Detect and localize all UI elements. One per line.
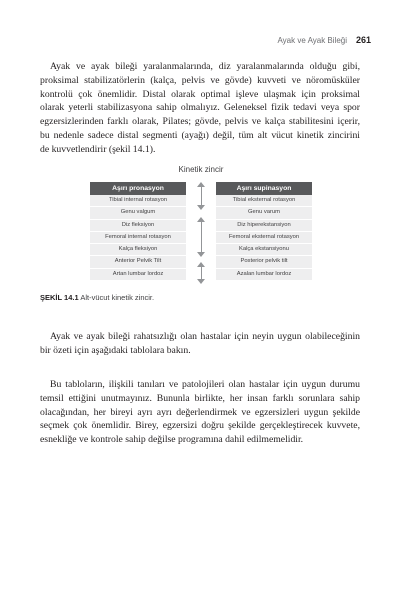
- pronation-item: Genu valgum: [90, 207, 186, 219]
- text-line: esnekliğe ve kontrole sahip değilse programına dahil edilmemelidir.: [40, 434, 304, 446]
- supination-item: Tibial eksternal rotasyon: [216, 195, 312, 207]
- text-line: bir özeti için aşağıdaki tablolara bakın.: [40, 344, 191, 356]
- text-line: Ayak ve ayak bileği rahatsızlığı olan hastalar için neyin uygun olabileceğinin: [50, 331, 360, 342]
- text-line: olacağından, her bireyi ayrı ayrı değerlendirmek ve egzersizleri uygun şekilde: [40, 406, 360, 418]
- figure-title: Kinetik zincir: [178, 165, 224, 174]
- figure-caption-label: ŞEKİL 14.1: [40, 293, 79, 302]
- paragraph-intro: [40, 60, 360, 157]
- pronation-item: Artan lumbar lordoz: [90, 269, 186, 281]
- text-line: de kuvvetlendirir (şekil 14.1).: [40, 143, 156, 155]
- double-arrow-icon: [197, 217, 205, 257]
- kinetic-chain-figure: [86, 165, 316, 285]
- supination-item: Azalan lumbar lordoz: [216, 269, 312, 281]
- pronation-item: Tibial internal rotasyon: [90, 195, 186, 207]
- text-line: temsil ettiğini unutmayınız. Bununla birlikte, her insan farklı sorunlara sahip: [40, 392, 360, 404]
- supination-item: Kalça ekstansiyonu: [216, 244, 312, 256]
- pronation-item: Diz fleksiyon: [90, 220, 186, 232]
- text-line: bu nedenle sadece distal segmenti (ayağı) değil, tüm alt vücut kinetik zincirini: [40, 129, 360, 141]
- text-line: proksimal stabilizatörlerin (kalça, pelvis ve gövde) kuvveti ve nöromüsküler: [40, 74, 360, 86]
- text-line: olarak yeterli stabilizasyona sahip olmalıyız. Geleneksel fizik tedavi veya spor: [40, 102, 360, 114]
- supination-item: Posterior pelvik tilt: [216, 256, 312, 268]
- double-arrow-icon: [197, 262, 205, 284]
- supination-item: Diz hiperekstansiyon: [216, 220, 312, 232]
- figure-caption-text: Alt-vücut kinetik zincir.: [80, 293, 155, 302]
- text-line: kontrolü çok önemlidir. Distal olarak optimal işleve ulaşmak için proksimal: [40, 88, 360, 100]
- text-line: Bu tabloların, ilişkili tanıları ve patolojileri olan hastalar için uygun durumu: [50, 379, 360, 390]
- paragraph-tables-note: [40, 378, 360, 447]
- figure-caption: [40, 293, 154, 302]
- text-line: Ayak ve ayak bileği yaralanmalarında, diz yaralanmalarında olduğu gibi,: [50, 61, 360, 72]
- supination-column: [216, 182, 312, 281]
- page-number: 261: [355, 35, 371, 45]
- paragraph-tables-intro: [40, 330, 360, 358]
- text-line: egzersizlerinden farklı olarak, Pilates; gövde, pelvis ve kalça stabilitesini içerir,: [40, 116, 360, 128]
- pronation-item: Femoral internal rotasyon: [90, 232, 186, 244]
- pronation-column: [90, 182, 186, 281]
- supination-item: Genu varum: [216, 207, 312, 219]
- pronation-item: Anterior Pelvik Tilt: [90, 256, 186, 268]
- supination-item: Femoral eksternal rotasyon: [216, 232, 312, 244]
- pronation-header: Aşırı pronasyon: [90, 182, 186, 195]
- text-line: seçmek çok önemlidir. Birey, egzersizi doğru şekilde gerçekleştirecek kuvvete,: [40, 420, 360, 432]
- pronation-item: Kalça fleksiyon: [90, 244, 186, 256]
- running-title: Ayak ve Ayak Bileği: [277, 36, 347, 45]
- double-arrow-icon: [197, 182, 205, 210]
- running-head: [0, 36, 401, 48]
- supination-header: Aşırı supinasyon: [216, 182, 312, 195]
